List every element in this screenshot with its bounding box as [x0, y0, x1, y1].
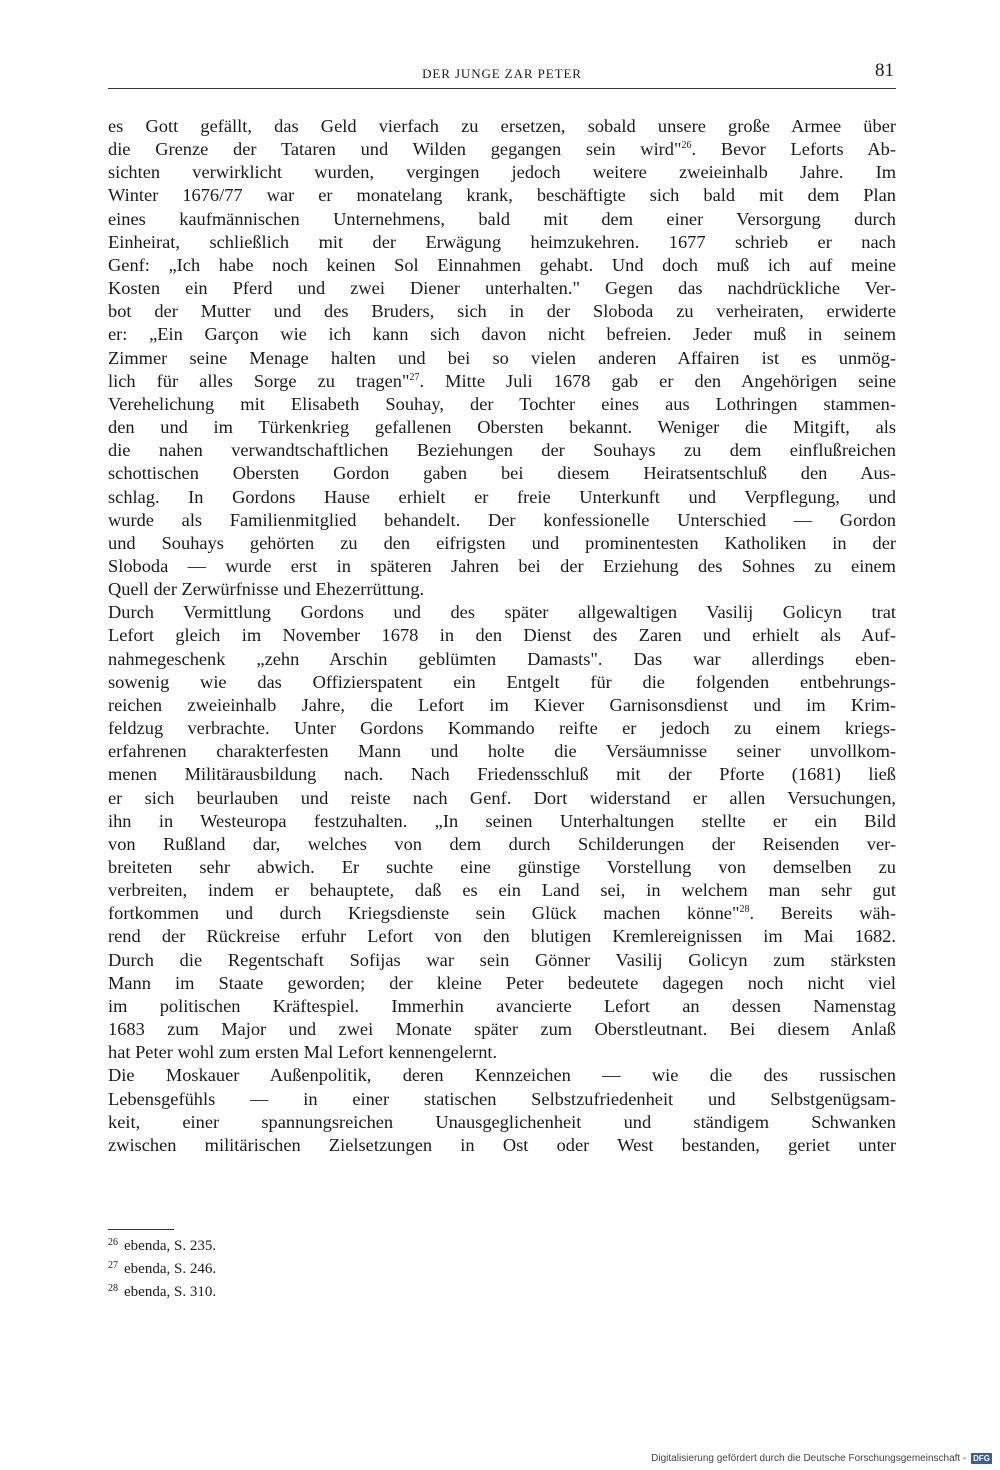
- text-line: schlag. In Gordons Hause erhielt er freie Unterkunft und Verpflegung, und: [108, 486, 896, 507]
- text-line: rend der Rückreise erfuhr Lefort von den blutigen Kremlereignissen im Mai 1682.: [108, 926, 896, 947]
- text-line: eines kaufmännischen Unternehmens, bald mit dem einer Versorgung durch: [108, 208, 896, 229]
- text-line: Quell der Zerwürfnisse und Ehezerrüttung.: [108, 579, 425, 600]
- text-line: fortkommen und durch Kriegsdienste sein Glück machen könne"$^{28}$. Bereits wäh-: [108, 903, 896, 924]
- text-line: Einheirat, schließlich mit der Erwägung heimzukehren. 1677 schrieb er nach: [108, 231, 896, 252]
- dfg-logo: DFG: [973, 1454, 990, 1463]
- footnote-ref-26[interactable]: 26: [681, 140, 692, 152]
- text-line: wurde als Familienmitglied behandelt. Der konfessionelle Unterschied — Gordon: [108, 509, 896, 530]
- text-line: die nahen verwandtschaftlichen Beziehungen der Souhays zu dem einflußreichen: [108, 440, 896, 461]
- text-line: keit, einer spannungsreichen Unausgeglichenheit und ständigem Schwanken: [108, 1111, 896, 1132]
- footnote-ref-27[interactable]: 27: [409, 371, 420, 383]
- text-line: menen Militärausbildung nach. Nach Friedensschluß mit der Pforte (1681) ließ: [108, 764, 896, 785]
- text-line: Zimmer seine Menage halten und bei so vielen anderen Affairen ist es unmög-: [108, 347, 896, 368]
- text-line: den und im Türkenkrieg gefallenen Obersten bekannt. Weniger die Mitgift, als: [108, 417, 896, 438]
- footnote-28: $^{28}$ ebenda, S. 310.: [108, 1283, 217, 1300]
- text-line: und Souhays gehörten zu den eifrigsten und prominentesten Katholiken in der: [108, 532, 896, 553]
- footnote-26: $^{26}$ ebenda, S. 235.: [108, 1237, 217, 1254]
- paragraph-2: [108, 601, 896, 1064]
- main-text: [108, 115, 896, 1157]
- text-line: hat Peter wohl zum ersten Mal Lefort kennengelernt.: [108, 1042, 498, 1063]
- footnotes: [108, 1233, 216, 1302]
- text-line: Durch die Regentschaft Sofijas war sein Gönner Vasilij Golicyn zum stärksten: [108, 949, 896, 970]
- text-line: Verehelichung mit Elisabeth Souhay, der Tochter eines aus Lothringen stammen-: [108, 393, 896, 414]
- footnote-ref-28[interactable]: 28: [739, 904, 750, 916]
- text-line: Lefort gleich im November 1678 in den Dienst des Zaren und erhielt als Auf-: [108, 625, 896, 646]
- text-line: 1683 zum Major und zwei Monate später zum Oberstleutnant. Bei diesem Anlaß: [108, 1019, 896, 1040]
- text-line: Die Moskauer Außenpolitik, deren Kennzeichen — wie die des russischen: [108, 1065, 896, 1086]
- text-line: sichten verwirklicht wurden, vergingen jedoch weitere zweieinhalb Jahre. Im: [108, 162, 896, 183]
- text-line: Durch Vermittlung Gordons und des später allgewaltigen Vasilij Golicyn trat: [108, 602, 896, 623]
- text-line: nahmegeschenk „zehn Arschin geblümten Damasts". Das war allerdings eben-: [108, 648, 896, 669]
- page-number: 81: [875, 60, 894, 81]
- text-line: Winter 1676/77 war er monatelang krank, beschäftigte sich bald mit dem Plan: [108, 185, 896, 206]
- text-line: Mann im Staate geworden; der kleine Peter bedeutete dagegen noch nicht viel: [108, 972, 896, 993]
- text-line: verbreiten, indem er behauptete, daß es ein Land sei, in welchem man sehr gut: [108, 880, 896, 901]
- text-line: bot der Mutter und des Bruders, sich in der Sloboda zu verheiraten, erwiderte: [108, 301, 896, 322]
- footnote-divider: [108, 1229, 174, 1230]
- text-line: er: „Ein Garçon wie ich kann sich davon nicht befreien. Jeder muß in seinem: [108, 324, 896, 345]
- text-line: schottischen Obersten Gordon gaben bei diesem Heiratsentschluß den Aus-: [108, 463, 896, 484]
- text-line: Sloboda — wurde erst in späteren Jahren bei der Erziehung des Sohnes zu einem: [108, 555, 896, 576]
- digitization-note: Digitalisierung gefördert durch die Deutsche Forschungsgemeinschaft - DFG: [651, 1453, 990, 1464]
- text-line: ihn in Westeuropa festzuhalten. „In seinen Unterhaltungen stellte er ein Bild: [108, 810, 896, 831]
- paragraph-3: [108, 1064, 896, 1157]
- footnote-27: $^{27}$ ebenda, S. 246.: [108, 1260, 217, 1277]
- running-header: [108, 58, 896, 89]
- text-line: zwischen militärischen Zielsetzungen in Ost oder West bestanden, geriet unter: [108, 1134, 896, 1155]
- text-line: Genf: „Ich habe noch keinen Sol Einnahmen gehabt. Und doch muß ich auf meine: [108, 254, 896, 275]
- text-line: feldzug verbrachte. Unter Gordons Kommando reifte er jedoch zu einem kriegs-: [108, 718, 896, 739]
- text-line: breiteten sehr abwich. Er suchte eine günstige Vorstellung von demselben zu: [108, 857, 896, 877]
- text-line: sowenig wie das Offizierspatent ein Entgelt für die folgenden entbehrungs-: [108, 671, 896, 692]
- paragraph-1: [108, 115, 896, 601]
- text-line: im politischen Kräftespiel. Immerhin avancierte Lefort an dessen Namenstag: [108, 995, 896, 1016]
- text-line: es Gott gefällt, das Geld vierfach zu ersetzen, sobald unsere große Armee über: [108, 116, 896, 136]
- running-title: DER JUNGE ZAR PETER: [422, 66, 582, 81]
- text-line: er sich beurlauben und reiste nach Genf. Dort widerstand er allen Versuchungen,: [108, 787, 896, 808]
- text-line: Lebensgefühls — in einer statischen Selbstzufriedenheit und Selbstgenügsam-: [108, 1088, 896, 1109]
- text-line: Kosten ein Pferd und zwei Diener unterhalten." Gegen das nachdrückliche Ver-: [108, 278, 896, 299]
- text-line: erfahrenen charakterfesten Mann und holte die Versäumnisse seiner unvollkom-: [108, 741, 896, 762]
- text-line: reichen zweieinhalb Jahre, die Lefort im Kiever Garnisonsdienst und im Krim-: [108, 694, 896, 715]
- text-line: von Rußland dar, welches von dem durch Schilderungen der Reisenden ver-: [108, 833, 896, 854]
- text-line: die Grenze der Tataren und Wilden gegangen sein wird"$^{26}$. Bevor Leforts Ab-: [108, 139, 896, 160]
- text-line: lich für alles Sorge zu tragen"$^{27}$. Mitte Juli 1678 gab er den Angehörigen seine: [108, 370, 896, 391]
